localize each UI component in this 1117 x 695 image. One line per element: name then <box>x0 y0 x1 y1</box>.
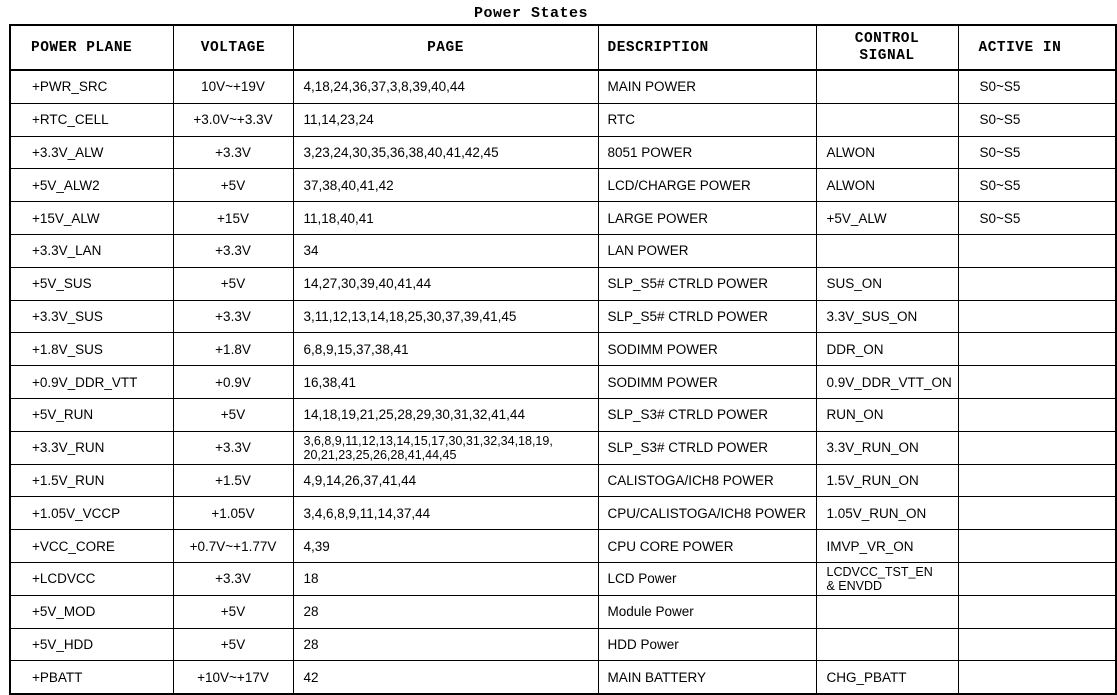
cell-voltage: +0.7V~+1.77V <box>173 530 293 563</box>
cell-active-in <box>958 562 1116 595</box>
cell-voltage: +0.9V <box>173 366 293 399</box>
cell-power-plane: +PBATT <box>10 661 173 694</box>
cell-active-in: S0~S5 <box>958 103 1116 136</box>
header-active-in: ACTIVE IN <box>958 25 1116 70</box>
cell-voltage: +1.8V <box>173 333 293 366</box>
cell-power-plane: +15V_ALW <box>10 202 173 235</box>
cell-active-in: S0~S5 <box>958 202 1116 235</box>
cell-power-plane: +3.3V_ALW <box>10 136 173 169</box>
cell-voltage: +3.3V <box>173 300 293 333</box>
cell-page: 3,6,8,9,11,12,13,14,15,17,30,31,32,34,18,19, 20,21,23,25,26,28,41,44,45 <box>293 431 598 464</box>
cell-power-plane: +3.3V_SUS <box>10 300 173 333</box>
cell-description: SODIMM POWER <box>598 333 816 366</box>
cell-active-in <box>958 300 1116 333</box>
table-row <box>10 103 1116 136</box>
table-row <box>10 530 1116 563</box>
cell-active-in <box>958 267 1116 300</box>
cell-control-signal: ALWON <box>816 136 958 169</box>
cell-voltage: +3.3V <box>173 136 293 169</box>
table-row <box>10 661 1116 694</box>
cell-control-signal <box>816 70 958 103</box>
cell-control-signal: IMVP_VR_ON <box>816 530 958 563</box>
cell-power-plane: +3.3V_RUN <box>10 431 173 464</box>
table-row <box>10 628 1116 661</box>
cell-power-plane: +LCDVCC <box>10 562 173 595</box>
cell-power-plane: +5V_MOD <box>10 595 173 628</box>
cell-active-in <box>958 234 1116 267</box>
cell-voltage: +5V <box>173 595 293 628</box>
cell-voltage: +3.3V <box>173 562 293 595</box>
cell-page: 42 <box>293 661 598 694</box>
cell-control-signal: 1.5V_RUN_ON <box>816 464 958 497</box>
cell-description: SLP_S5# CTRLD POWER <box>598 267 816 300</box>
cell-page: 16,38,41 <box>293 366 598 399</box>
table-row <box>10 136 1116 169</box>
cell-power-plane: +RTC_CELL <box>10 103 173 136</box>
cell-power-plane: +1.05V_VCCP <box>10 497 173 530</box>
cell-page: 28 <box>293 595 598 628</box>
cell-control-signal <box>816 595 958 628</box>
cell-page: 11,14,23,24 <box>293 103 598 136</box>
cell-page: 37,38,40,41,42 <box>293 169 598 202</box>
cell-active-in <box>958 595 1116 628</box>
cell-control-signal: CHG_PBATT <box>816 661 958 694</box>
cell-page: 28 <box>293 628 598 661</box>
cell-description: MAIN BATTERY <box>598 661 816 694</box>
cell-description: RTC <box>598 103 816 136</box>
cell-voltage: +10V~+17V <box>173 661 293 694</box>
table-row <box>10 497 1116 530</box>
table-row <box>10 562 1116 595</box>
table-row <box>10 70 1116 103</box>
cell-description: LCD Power <box>598 562 816 595</box>
cell-active-in <box>958 628 1116 661</box>
cell-description: 8051 POWER <box>598 136 816 169</box>
cell-page: 6,8,9,15,37,38,41 <box>293 333 598 366</box>
cell-power-plane: +0.9V_DDR_VTT <box>10 366 173 399</box>
cell-control-signal <box>816 234 958 267</box>
cell-description: LAN POWER <box>598 234 816 267</box>
cell-power-plane: +PWR_SRC <box>10 70 173 103</box>
cell-page: 14,18,19,21,25,28,29,30,31,32,41,44 <box>293 398 598 431</box>
cell-voltage: 10V~+19V <box>173 70 293 103</box>
cell-control-signal <box>816 628 958 661</box>
header-voltage: VOLTAGE <box>173 25 293 70</box>
page-title: Power States <box>473 5 589 22</box>
table-row <box>10 202 1116 235</box>
cell-description: SLP_S3# CTRLD POWER <box>598 398 816 431</box>
cell-voltage: +3.3V <box>173 431 293 464</box>
cell-control-signal: LCDVCC_TST_EN & ENVDD <box>816 562 958 595</box>
header-power-plane: POWER PLANE <box>10 25 173 70</box>
cell-control-signal: DDR_ON <box>816 333 958 366</box>
cell-control-signal: SUS_ON <box>816 267 958 300</box>
cell-description: HDD Power <box>598 628 816 661</box>
table-row <box>10 333 1116 366</box>
cell-page: 11,18,40,41 <box>293 202 598 235</box>
cell-control-signal: ALWON <box>816 169 958 202</box>
cell-power-plane: +5V_HDD <box>10 628 173 661</box>
cell-active-in <box>958 398 1116 431</box>
cell-active-in: S0~S5 <box>958 169 1116 202</box>
cell-page: 3,4,6,8,9,11,14,37,44 <box>293 497 598 530</box>
cell-description: SODIMM POWER <box>598 366 816 399</box>
cell-voltage: +5V <box>173 398 293 431</box>
cell-description: SLP_S3# CTRLD POWER <box>598 431 816 464</box>
cell-voltage: +3.3V <box>173 234 293 267</box>
table-row <box>10 169 1116 202</box>
table-row <box>10 366 1116 399</box>
cell-active-in: S0~S5 <box>958 70 1116 103</box>
cell-control-signal: 1.05V_RUN_ON <box>816 497 958 530</box>
cell-power-plane: +1.8V_SUS <box>10 333 173 366</box>
cell-active-in <box>958 366 1116 399</box>
header-control-signal: CONTROL SIGNAL <box>816 25 958 70</box>
cell-description: MAIN POWER <box>598 70 816 103</box>
cell-page: 4,9,14,26,37,41,44 <box>293 464 598 497</box>
cell-control-signal: RUN_ON <box>816 398 958 431</box>
cell-control-signal: 3.3V_SUS_ON <box>816 300 958 333</box>
table-row <box>10 234 1116 267</box>
table-row <box>10 267 1116 300</box>
cell-control-signal: 3.3V_RUN_ON <box>816 431 958 464</box>
cell-active-in <box>958 530 1116 563</box>
cell-voltage: +3.0V~+3.3V <box>173 103 293 136</box>
cell-voltage: +5V <box>173 169 293 202</box>
cell-description: CPU CORE POWER <box>598 530 816 563</box>
table-header-row <box>10 25 1116 70</box>
cell-page: 3,11,12,13,14,18,25,30,37,39,41,45 <box>293 300 598 333</box>
cell-active-in <box>958 464 1116 497</box>
cell-voltage: +5V <box>173 267 293 300</box>
cell-control-signal <box>816 103 958 136</box>
table-row <box>10 398 1116 431</box>
cell-voltage: +1.05V <box>173 497 293 530</box>
cell-active-in: S0~S5 <box>958 136 1116 169</box>
header-description: DESCRIPTION <box>598 25 816 70</box>
cell-power-plane: +5V_SUS <box>10 267 173 300</box>
cell-active-in <box>958 431 1116 464</box>
table-row <box>10 595 1116 628</box>
cell-power-plane: +3.3V_LAN <box>10 234 173 267</box>
cell-control-signal: +5V_ALW <box>816 202 958 235</box>
cell-description: CPU/CALISTOGA/ICH8 POWER <box>598 497 816 530</box>
cell-page: 3,23,24,30,35,36,38,40,41,42,45 <box>293 136 598 169</box>
cell-power-plane: +5V_ALW2 <box>10 169 173 202</box>
cell-page: 18 <box>293 562 598 595</box>
power-states-table <box>9 24 1117 695</box>
cell-power-plane: +5V_RUN <box>10 398 173 431</box>
table-row <box>10 431 1116 464</box>
cell-control-signal: 0.9V_DDR_VTT_ON <box>816 366 958 399</box>
cell-page: 4,39 <box>293 530 598 563</box>
cell-page: 4,18,24,36,37,3,8,39,40,44 <box>293 70 598 103</box>
cell-voltage: +15V <box>173 202 293 235</box>
cell-voltage: +1.5V <box>173 464 293 497</box>
cell-description: LCD/CHARGE POWER <box>598 169 816 202</box>
cell-active-in <box>958 333 1116 366</box>
cell-power-plane: +1.5V_RUN <box>10 464 173 497</box>
cell-description: SLP_S5# CTRLD POWER <box>598 300 816 333</box>
cell-description: CALISTOGA/ICH8 POWER <box>598 464 816 497</box>
cell-active-in <box>958 661 1116 694</box>
cell-page: 14,27,30,39,40,41,44 <box>293 267 598 300</box>
table-row <box>10 300 1116 333</box>
cell-active-in <box>958 497 1116 530</box>
table-row <box>10 464 1116 497</box>
cell-power-plane: +VCC_CORE <box>10 530 173 563</box>
cell-page: 34 <box>293 234 598 267</box>
cell-description: Module Power <box>598 595 816 628</box>
cell-description: LARGE POWER <box>598 202 816 235</box>
cell-voltage: +5V <box>173 628 293 661</box>
header-page: PAGE <box>293 25 598 70</box>
